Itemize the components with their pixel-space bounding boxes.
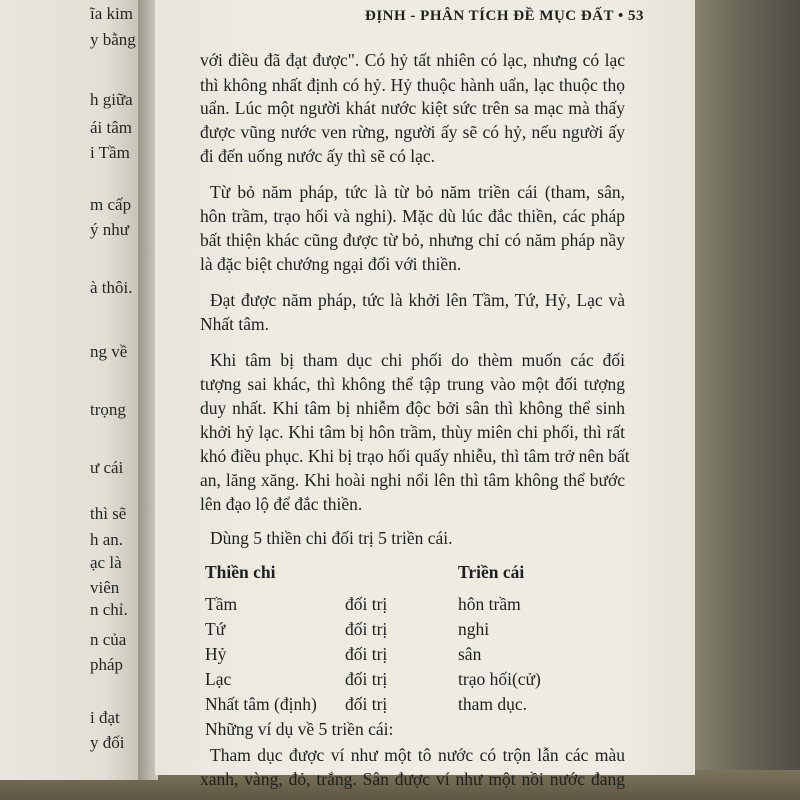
table-cell: nghi bbox=[458, 619, 490, 639]
table-cell: trạo hối(cử) bbox=[458, 669, 541, 689]
left-fragment: y bằng bbox=[90, 30, 136, 49]
left-fragment: pháp bbox=[90, 655, 124, 674]
left-fragment: à thôi. bbox=[90, 278, 133, 297]
table-cell: đối trị bbox=[345, 619, 388, 639]
text-line: đi đến uống nước ấy thì sẽ có lạc. bbox=[200, 146, 435, 166]
left-fragment: i đạt bbox=[90, 708, 120, 727]
background-right bbox=[690, 0, 800, 800]
left-fragment: h an. bbox=[90, 530, 124, 549]
text-line: Nhất tâm. bbox=[200, 314, 270, 334]
text-line: Từ bỏ năm pháp, tức là từ bỏ năm triền cái (tham, sân, bbox=[210, 182, 625, 202]
table-cell: đối trị bbox=[345, 594, 388, 614]
table-cell: Nhất tâm (định) bbox=[205, 694, 317, 714]
text-line: uẩn. Lúc một người khát nước kiệt sức trên sa mạc mà thấy bbox=[200, 98, 625, 118]
left-fragment: ư cái bbox=[90, 458, 124, 477]
left-fragment: h giữa bbox=[90, 90, 133, 109]
text-line: với điều đã đạt được". Có hỷ tất nhiên có lạc, nhưng có lạc bbox=[200, 50, 625, 70]
examples-intro: Những ví dụ về 5 triền cái: bbox=[205, 719, 394, 739]
table-cell: đối trị bbox=[345, 669, 388, 689]
text-line: tượng sai khác, thì không thể tập trung vào một đối tượng bbox=[200, 374, 625, 394]
left-fragment: ý như bbox=[90, 220, 129, 239]
left-fragment: n chỉ. bbox=[90, 600, 128, 619]
text-line: là đặc biệt chướng ngại đối với thiền. bbox=[200, 254, 462, 274]
text-line: bất thiện khác cũng được từ bỏ, nhưng chỉ có năm pháp nầy bbox=[200, 230, 625, 250]
text-line: Tham dục được ví như một tô nước có trộn lẫn các màu bbox=[210, 745, 625, 765]
table-cell: Lạc bbox=[205, 669, 232, 689]
left-fragment: i Tầm bbox=[90, 143, 130, 162]
left-fragment: trọng bbox=[90, 400, 126, 419]
left-fragment: thì sẽ bbox=[90, 504, 127, 523]
table-cell: hôn trầm bbox=[458, 594, 521, 614]
text-line: thì không nhất định có hỷ. Hỷ thuộc hành uẩn, lạc thuộc thọ bbox=[200, 75, 625, 95]
table-header-thien-chi: Thiền chi bbox=[205, 562, 276, 582]
text-line: Đạt được năm pháp, tức là khởi lên Tầm, Tứ, Hỷ, Lạc và bbox=[210, 290, 625, 310]
table-cell: đối trị bbox=[345, 644, 388, 664]
text-line: khởi hỷ lạc. Khi tâm bị hôn trầm, thùy miên chi phối, thì rất bbox=[200, 422, 625, 442]
page-header: ĐỊNH - PHÂN TÍCH ĐỀ MỤC ĐẤT • 53 bbox=[365, 8, 645, 24]
left-fragment: ạc là bbox=[90, 553, 122, 572]
left-fragment: viên bbox=[90, 578, 120, 597]
text-line: hôn trầm, trạo hối và nghi). Mặc dù lúc đắc thiền, các pháp bbox=[200, 206, 625, 226]
table-header-trien-cai: Triền cái bbox=[458, 562, 525, 582]
text-line: xanh, vàng, đỏ, trắng. Sân được ví như một nồi nước đang bbox=[200, 769, 625, 789]
left-fragment: y đối bbox=[90, 733, 125, 752]
left-page bbox=[0, 0, 150, 780]
table-intro: Dùng 5 thiền chi đối trị 5 triền cái. bbox=[210, 528, 453, 548]
left-fragment: m cấp bbox=[90, 195, 132, 214]
table-cell: Tầm bbox=[205, 594, 238, 614]
left-fragment: n của bbox=[90, 630, 127, 649]
text-line: an, lăng xăng. Khi hoài nghi nổi lên thì tâm không thể bước bbox=[200, 470, 625, 490]
table-cell: đối trị bbox=[345, 694, 388, 714]
text-line: lên đạo lộ để đắc thiền. bbox=[200, 494, 363, 514]
text-line: duy nhất. Khi tâm bị nhiễm độc bởi sân thì không thể sinh bbox=[200, 398, 625, 418]
table-cell: tham dục. bbox=[458, 694, 528, 714]
text-line: khó điều phục. Khi bị trạo hối quấy nhiễu, thì tâm trở nên bất bbox=[200, 446, 630, 466]
table-cell: sân bbox=[458, 644, 482, 664]
table-cell: Tứ bbox=[205, 619, 226, 639]
table-cell: Hỷ bbox=[205, 644, 227, 664]
left-fragment: ĩa kim bbox=[90, 4, 133, 23]
text-line: được vũng nước ven rừng, người ấy sẽ có hỷ, nếu người ấy bbox=[200, 122, 625, 142]
text-line: Khi tâm bị tham dục chi phối do thèm muốn các đối bbox=[210, 350, 625, 370]
left-fragment: ng về bbox=[90, 342, 128, 361]
left-fragment: ái tâm bbox=[90, 118, 133, 137]
